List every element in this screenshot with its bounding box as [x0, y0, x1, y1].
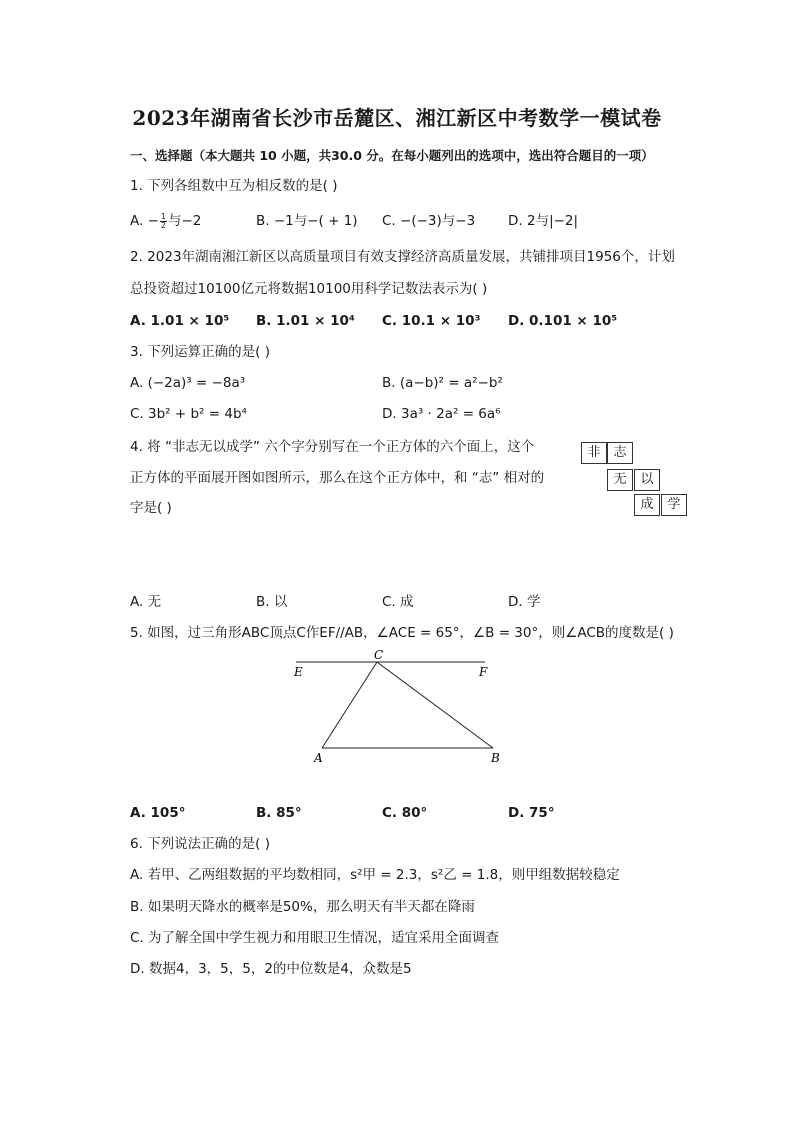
q6-option-c: C. 为了解全国中学生视力和用眼卫生情况，适宜采用全面调查: [130, 930, 500, 946]
q5-option-d: D. 75°: [508, 805, 555, 821]
q5-option-b: B. 85°: [256, 805, 302, 821]
label-e: E: [294, 665, 303, 679]
q1-option-c: C. −(−3)与−3: [382, 213, 476, 229]
q4-stem-line1: 4. 将 “非志无以成学” 六个字分别写在一个正方体的六个面上，这个: [130, 439, 535, 455]
exam-title: 2023年湖南省长沙市岳麓区、湘江新区中考数学一模试卷: [132, 106, 662, 130]
q3-option-c: C. 3b² + b² = 4b⁴: [130, 406, 247, 422]
q4-stem-line3: 字是( ): [130, 500, 172, 516]
q4-stem-line2: 正方体的平面展开图如图所示，那么在这个正方体中，和 “志” 相对的: [130, 470, 545, 486]
q1-a-denominator: 2: [160, 220, 166, 230]
q1-a-suffix: 与−2: [168, 213, 202, 229]
label-f: F: [479, 665, 488, 679]
q6-option-a: A. 若甲、乙两组数据的平均数相同，s²甲 = 2.3，s²乙 = 1.8，则甲组数据较稳定: [130, 867, 620, 883]
section-heading: 一、选择题（本大题共 10 小题，共30.0 分。在每小题列出的选项中，选出符合题目的一项）: [130, 148, 654, 163]
q2-option-c: C. 10.1 × 10³: [382, 313, 481, 329]
triangle-figure: [280, 645, 510, 770]
q2-option-d: D. 0.101 × 10⁵: [508, 313, 618, 329]
q6-option-b: B. 如果明天降水的概率是50%，那么明天有半天都在降雨: [130, 899, 475, 915]
q2-option-a: A. 1.01 × 10⁵: [130, 313, 230, 329]
q1-option-a: [130, 212, 201, 230]
q2-stem-line2: 总投资超过10100亿元将数据10100用科学记数法表示为( ): [130, 281, 488, 297]
q5-option-c: C. 80°: [382, 805, 428, 821]
q6-stem: 6. 下列说法正确的是( ): [130, 836, 270, 852]
net-cell-5: 成: [634, 494, 660, 516]
q1-a-fraction: [160, 213, 167, 230]
q1-option-b: B. −1与−( + 1): [256, 213, 358, 229]
q4-option-c: C. 成: [382, 594, 414, 610]
q1-a-prefix: A. −: [130, 213, 159, 229]
q4-option-b: B. 以: [256, 594, 288, 610]
q1-stem: 1. 下列各组数中互为相反数的是( ): [130, 178, 338, 194]
label-b: B: [491, 751, 500, 765]
net-cell-2: 志: [607, 442, 633, 464]
q1-option-d: D. 2与|−2|: [508, 213, 579, 229]
q3-option-d: D. 3a³ · 2a² = 6a⁶: [382, 406, 501, 422]
q6-option-d: D. 数据4，3，5，5，2的中位数是4，众数是5: [130, 961, 412, 977]
q5-stem: 5. 如图，过三角形ABC顶点C作EF//AB，∠ACE = 65°，∠B = 30°，则∠ACB的度数是( ): [130, 625, 674, 641]
net-cell-4: 以: [634, 469, 660, 491]
segment-cb: [377, 662, 493, 748]
q5-option-a: A. 105°: [130, 805, 186, 821]
label-a: A: [314, 751, 323, 765]
net-cell-6: 学: [661, 494, 687, 516]
q4-option-d: D. 学: [508, 594, 541, 610]
net-cell-3: 无: [607, 469, 633, 491]
q3-option-b: B. (a−b)² = a²−b²: [382, 375, 503, 391]
label-c: C: [374, 648, 384, 662]
q2-option-b: B. 1.01 × 10⁴: [256, 313, 355, 329]
q4-option-a: A. 无: [130, 594, 162, 610]
q2-stem-line1: 2. 2023年湖南湘江新区以高质量项目有效支撑经济高质量发展，共铺排项目1956个，计划: [130, 249, 675, 265]
segment-ca: [322, 662, 377, 748]
q3-option-a: A. (−2a)³ = −8a³: [130, 375, 246, 391]
q3-stem: 3. 下列运算正确的是( ): [130, 344, 270, 360]
q1-a-numerator: 1: [160, 211, 166, 221]
net-cell-1: 非: [581, 442, 607, 464]
